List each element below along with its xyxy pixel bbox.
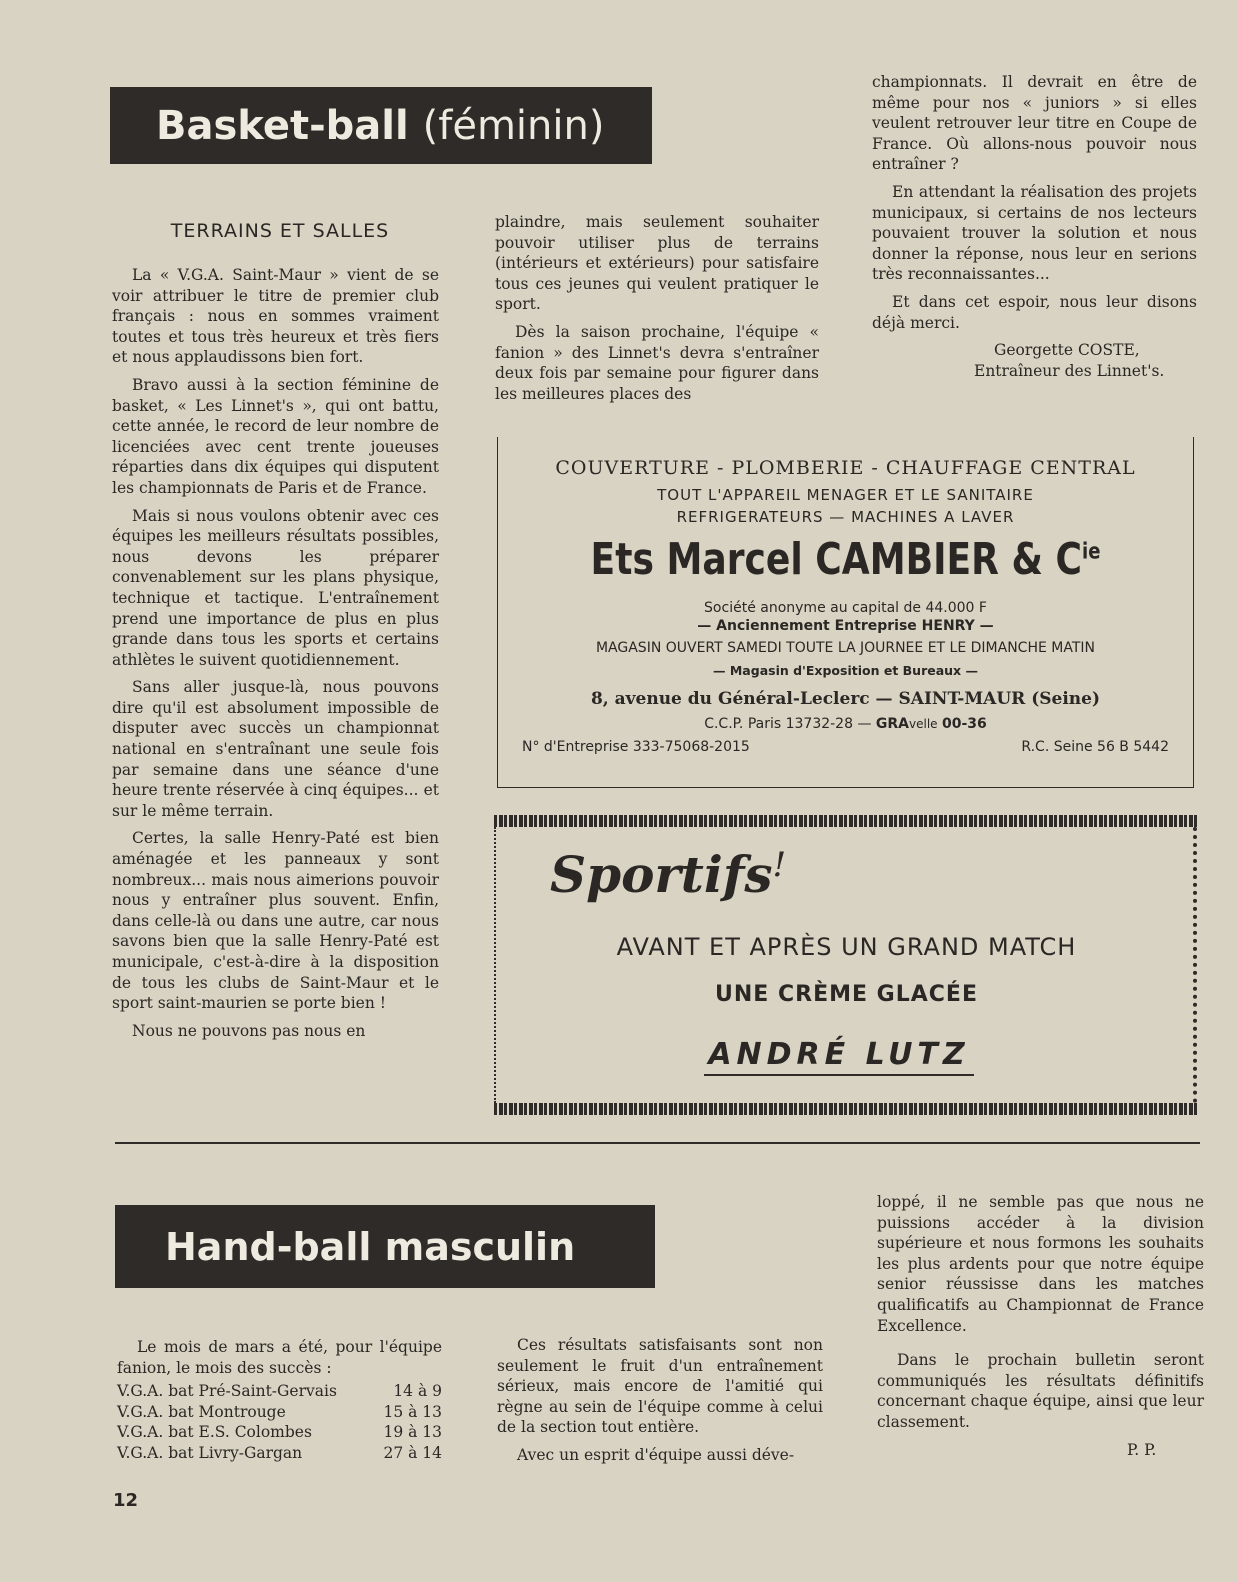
ad-formerly: — Anciennement Entreprise HENRY — [697,618,994,634]
paragraph: Ces résultats satisfaisants sont non seulement le fruit d'un entraînement sérieux, mais encore de l'amitié qui règne au sein de l'équipe comme à celui de la section tout entière. [497,1336,823,1437]
ad-tagline: AVANT ET APRÈS UN GRAND MATCH [616,933,1077,961]
result-score: 19 à 13 [383,1423,442,1442]
result-score: 15 à 13 [383,1402,442,1421]
paragraph: La « V.G.A. Saint-Maur » vient de se voir attribuer le titre de premier club français : nous en sommes vraiment toutes et tous très heureux et très fiers et nous applaudissons bien fort. [112,266,439,367]
company-name-text: Ets Marcel CAMBIER & C [590,534,1083,585]
ad-entreprise-number: N° d'Entreprise 333-75068-2015 [522,739,750,755]
basket-subtitle: TERRAINS ET SALLES [170,220,390,242]
ad-refrigerators-line: REFRIGERATEURS — MACHINES A LAVER [676,508,1015,526]
company-name-suffix: ie [1082,539,1101,565]
handball-column-2 [497,1335,823,1473]
page-number: 12 [113,1490,139,1511]
ad-company-name [561,534,1131,585]
ad-capital: Société anonyme au capital de 44.000 F [704,600,987,616]
ad-phone-prefix: GRA [875,716,910,732]
handball-column-1 [117,1337,442,1464]
paragraph: Et dans cet espoir, nous leur disons déjà merci. [872,292,1197,332]
paragraph: Mais si nous voulons obtenir avec ces équipes les meilleurs résultats possibles, nous devons les préparer convenablement sur les plans physique, technique et tactique. L'entraînement prend une importance de plus en plus grande dans tous les sports et certains athlètes le suivent quotidiennement. [112,506,439,669]
handball-column-3 [877,1192,1204,1461]
ad-brand: ANDRÉ LUTZ [704,1037,974,1076]
paragraph: loppé, il ne semble pas que nous ne puissions accéder à la division supérieure et nous formons les souhaits les plus ardents pour que notre équipe senior réussisse dans les matches qualificatifs au Championnat de France Excellence. [877,1193,1204,1335]
result-match: V.G.A. bat E.S. Colombes [117,1423,312,1442]
paragraph: Nous ne pouvons pas nous en [132,1021,366,1040]
paragraph: Dès la saison prochaine, l'équipe « fanion » des Linnet's devra s'entraîner deux fois par semaine pour figurer dans les meilleures places des [495,322,819,403]
ad-showroom: — Magasin d'Exposition et Bureaux — [713,663,978,678]
table-row [117,1422,442,1443]
ad-border-top [494,815,1199,827]
table-row [117,1443,442,1464]
table-row [117,1381,442,1402]
paragraph: Sans aller jusque-là, nous pouvons dire qu'il est absolument impossible de disputer avec succès un championnat national en s'entraînant une seule fois par semaine dans une séance d'une heure trente réservée à cinq équipes... et sur le même terrain. [112,678,439,820]
result-match: V.G.A. bat Pré-Saint-Gervais [117,1382,337,1401]
script-word: Sportifs [550,845,773,904]
paragraph: Dans le prochain bulletin seront communiqués les résultats définitifs concernant chaque équipe, ainsi que leur classement. [877,1351,1204,1431]
basket-column-2 [495,212,819,411]
ad-opening-hours: MAGASIN OUVERT SAMEDI TOUTE LA JOURNEE ET LE DIMANCHE MATIN [595,640,1096,656]
paragraph: En attendant la réalisation des projets municipaux, si certains de nos lecteurs pouvaient trouver la solution et nous donner la réponse, nous leur en serions très reconnaissantes... [872,182,1197,284]
ad-script-title [550,845,786,904]
paragraph: plaindre, mais seulement souhaiter pouvoir utiliser plus de terrains (intérieurs et extérieurs) pour satisfaire tous ces jeunes qui veulent pratiquer le sport. [495,213,819,314]
section-divider [115,1142,1200,1144]
table-row [117,1402,442,1423]
ad-ccp: C.C.P. Paris 13732-28 — [704,716,872,732]
ad-product: UNE CRÈME GLACÉE [715,982,978,1007]
ad-address: 8, avenue du Général-Leclerc — SAINT-MAUR (Seine) [590,689,1101,709]
basket-title-banner [110,87,652,164]
basket-title-suffix: (féminin) [422,103,605,149]
signature-name: Georgette COSTE, [994,341,1140,360]
basket-column-1 [112,265,439,1048]
paragraph: championnats. Il devrait en être de même pour nos « juniors » si elles veulent retrouver leur titre en Coupe de France. Où allons-nous pouvoir nous entraîner ? [872,73,1197,174]
result-score: 27 à 14 [383,1443,442,1462]
handball-signature: P. P. [1127,1440,1157,1459]
ad-services-line: COUVERTURE - PLOMBERIE - CHAUFFAGE CENTRAL [555,457,1136,479]
ad-phone [876,716,987,732]
signature-role: Entraîneur des Linnet's. [974,362,1165,381]
ad-contact-line [498,716,1193,732]
ad-appliances-line: TOUT L'APPAREIL MENAGER ET LE SANITAIRE [657,486,1034,504]
paragraph: Certes, la salle Henry-Paté est bien aménagée et les panneaux y sont nombreux... mais nous aimerions pouvoir nous y entraîner plus souvent. Enfin, dans celle-là ou dans une autre, car nous savons bien que la salle Henry-Paté est municipale, c'est-à-dire à la disposition de tous les clubs de Saint-Maur et le sport saint-maurien se porte bien ! [112,829,439,1013]
handball-title: Hand-ball masculin [165,1225,576,1269]
ad-border-bottom [494,1103,1199,1115]
ad-rc-number: R.C. Seine 56 B 5442 [1021,739,1169,755]
paragraph: Bravo aussi à la section féminine de basket, « Les Linnet's », qui ont battu, cette année, le record de leur nombre de licenciées avec cent trente joueuses réparties dans dix équipes qui disputent les championnats de Paris et de France. [112,375,439,497]
lutz-advertisement [494,815,1199,1115]
script-exclamation: ! [772,845,787,885]
ad-phone-exchange: velle [909,717,938,731]
ad-border-right [1193,827,1197,1103]
ad-phone-number: 00-36 [942,716,987,732]
handball-intro: Le mois de mars a été, pour l'équipe fanion, le mois des succès : [117,1338,442,1377]
result-match: V.G.A. bat Livry-Gargan [117,1443,303,1462]
basket-title: Basket-ball [156,103,409,149]
handball-title-banner [115,1205,655,1288]
results-table [117,1381,442,1463]
result-score: 14 à 9 [393,1382,442,1401]
paragraph: Avec un esprit d'équipe aussi déve- [517,1445,795,1464]
result-match: V.G.A. bat Montrouge [117,1402,286,1421]
cambier-advertisement [497,437,1194,788]
ad-border-left [494,827,496,1103]
basket-column-3 [872,72,1197,382]
